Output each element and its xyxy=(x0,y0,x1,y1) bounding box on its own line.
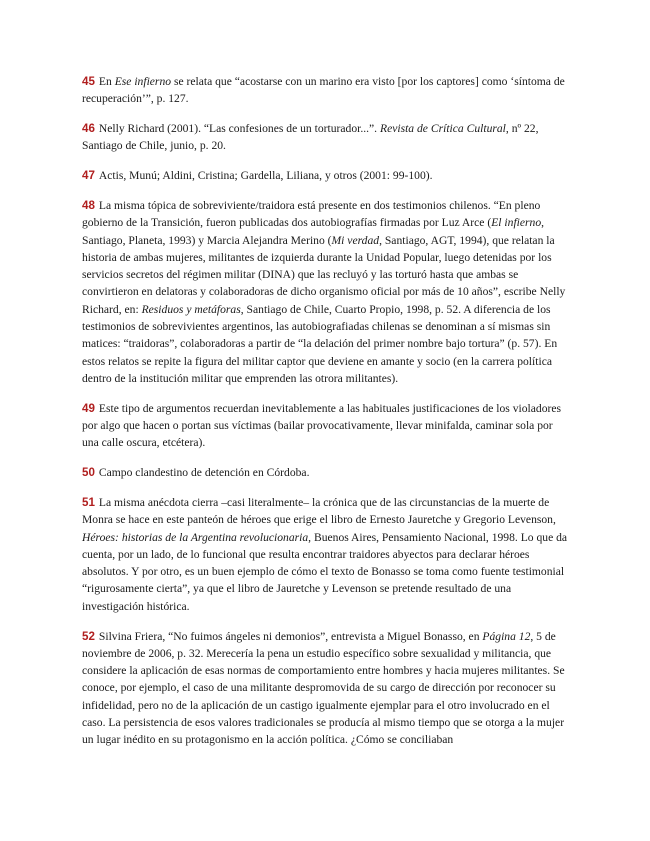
endnote-number: 47 xyxy=(82,169,95,183)
endnote-title-italic: Página 12 xyxy=(482,629,531,643)
endnote-text: Actis, Munú; Aldini, Cristina; Gardella, Liliana, y otros (2001: 99-100). xyxy=(98,169,433,183)
endnote-number: 48 xyxy=(82,198,95,212)
endnote-text: Silvina Friera, “No fuimos ángeles ni demonios”, entrevista a Miguel Bonasso, en xyxy=(98,629,483,643)
endnote-title-italic: Residuos y metáforas xyxy=(141,302,241,316)
endnote-title-italic: Héroes: historias de la Argentina revolucionaria xyxy=(82,530,309,544)
endnote-text: , Buenos Aires, Pensamiento Nacional, 1998. Lo que da cuenta, por un lado, de lo funcional que resulta encontrar traidores abyectos para declarar héroes absolutos. Y por otro, es un buen ejemplo de cómo el texto de Bonasso se toma como fuente testimonial “rigurosamente cierta”, ya que el libro de Jauretche y Levenson se pretende resultado de una investigación histórica. xyxy=(82,530,568,613)
endnote-47 xyxy=(82,167,570,184)
endnote-52 xyxy=(82,628,570,749)
endnote-45 xyxy=(82,73,570,108)
endnote-48 xyxy=(82,197,570,387)
endnote-title-italic: Mi verdad xyxy=(331,233,380,247)
endnote-number: 50 xyxy=(82,466,95,480)
endnote-number: 49 xyxy=(82,401,95,415)
endnote-text: En xyxy=(98,75,115,88)
endnote-number: 46 xyxy=(82,122,95,136)
endnote-text: , Santiago, AGT, 1994), que relatan la historia de ambas mujeres, militantes de izquierda durante la Unidad Popular, luego detenidas por los servicios secretos del régimen militar (DINA) que las recluyó y las torturó hasta que ambas se convirtieron en delatoras y colaboradoras de dicho organismo oficial por más de 10 años”, escribe Nelly Richard, en: xyxy=(82,233,566,316)
endnote-text: , nº 22, Santiago de Chile, junio, p. 20. xyxy=(82,122,539,153)
endnote-number: 51 xyxy=(82,495,95,509)
endnote-text: , Santiago, Planeta, 1993) y Marcia Alejandra Merino ( xyxy=(82,216,545,247)
endnotes-list xyxy=(82,73,570,761)
endnote-46 xyxy=(82,120,570,155)
endnote-51 xyxy=(82,494,570,615)
endnote-number: 52 xyxy=(82,629,95,643)
endnote-number: 45 xyxy=(82,75,95,88)
endnote-title-italic: Ese infierno xyxy=(114,75,172,88)
endnote-text: Este tipo de argumentos recuerdan inevitablemente a las habituales justificaciones de los violadores por algo que hacen o portan sus víctimas (bailar provocativamente, llevar minifalda, caminar sola por una calle oscura, etcétera). xyxy=(82,401,562,450)
endnote-text: , 5 de noviembre de 2006, p. 32. Merecería la pena un estudio específico sobre sexualidad y militancia, que considere la aplicación de esas normas de comportamiento entre hombres y hacia mujeres militantes. Se conoce, por ejemplo, el caso de una militante despromovida de su cargo de dirección por reconocer su infidelidad, pero no de la aplicación de un castigo igualmente ejemplar para el otro involucrado en el caso. La persistencia de esos valores tradicionales se producía al mismo tiempo que se otorga a la mujer un lugar inédito en su protagonismo en la acción política. ¿Cómo se conciliaban xyxy=(82,629,565,747)
endnote-title-italic: El infierno xyxy=(491,216,542,230)
endnote-text: La misma anécdota cierra –casi literalmente– la crónica que de las circunstancias de la muerte de Monra se hace en este panteón de héroes que erige el libro de Ernesto Jauretche y Gregorio Levenson, xyxy=(82,495,556,527)
endnote-title-italic: Revista de Crítica Cultural xyxy=(379,122,506,136)
endnote-text: Campo clandestino de detención en Córdoba. xyxy=(98,466,310,480)
endnote-text: se relata que “acostarse con un marino era visto [por los captores] como ‘síntoma de recuperación’”, p. 127. xyxy=(82,75,565,106)
endnote-text: Nelly Richard (2001). “Las confesiones de un torturador...”. xyxy=(98,122,380,136)
endnote-text: La misma tópica de sobreviviente/traidora está presente en dos testimonios chilenos. “En pleno gobierno de la Transición, fueron publicadas dos autobiografías firmadas por Luz Arce ( xyxy=(82,198,541,230)
endnote-text: , Santiago de Chile, Cuarto Propio, 1998, p. 52. A diferencia de los testimonios de sobrevivientes argentinos, las autobiografiadas chilenas se denominan a sí mismas sin matices: “traidoras”, colaboradoras a partir de “la delación del primer nombre bajo tortura” (p. 57). En estos relatos se repite la figura del militar captor que deviene en amante y socio (en la carrera política dentro de la institución militar que emprenden las otrora militantes). xyxy=(82,302,558,385)
endnote-49 xyxy=(82,400,570,452)
endnote-50 xyxy=(82,464,570,481)
